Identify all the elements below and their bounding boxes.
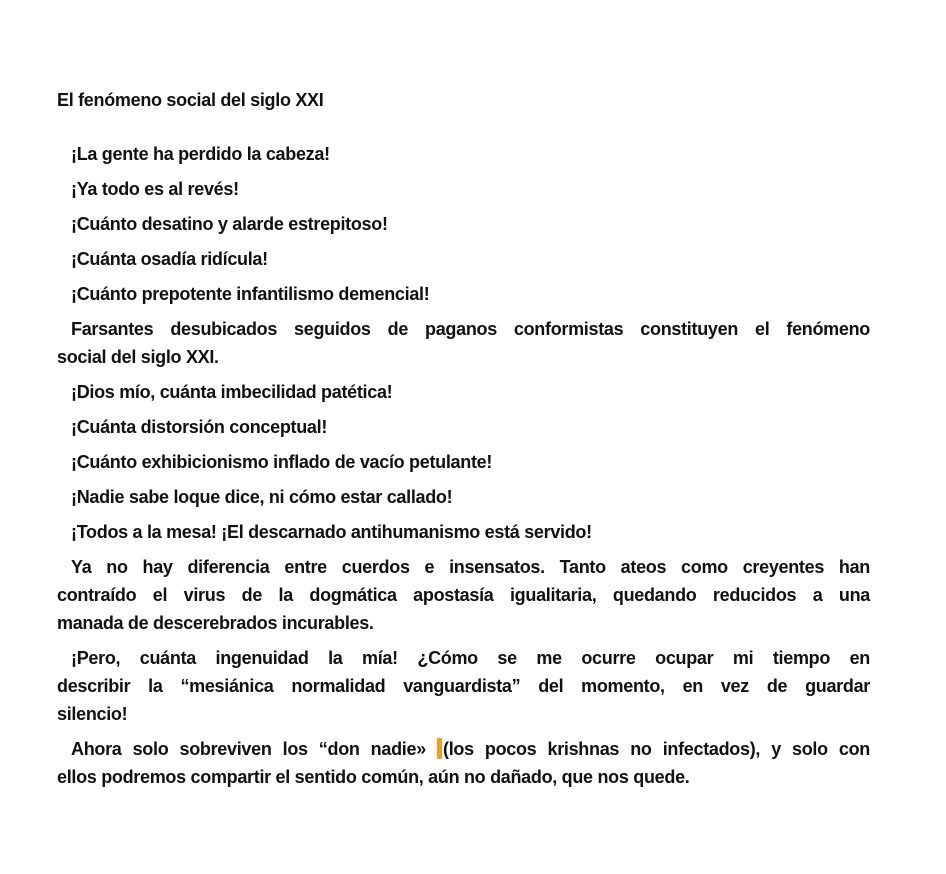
paragraph xyxy=(57,378,870,406)
paragraph xyxy=(57,280,870,308)
paragraph-line: ¡Cuánta distorsión conceptual! xyxy=(71,417,328,437)
document-title: El fenómeno social del siglo XXI xyxy=(57,90,324,110)
paragraph-line: describir la “mesiánica normalidad vanguardista” del momento, en vez de guardar xyxy=(57,676,870,696)
paragraph-line: ¡Cuánto prepotente infantilismo demencial! xyxy=(71,284,430,304)
paragraph-line: ¡Pero, cuánta ingenuidad la mía! ¿Cómo se me ocurre ocupar mi tiempo en xyxy=(71,648,870,668)
paragraph-line: ¡Ya todo es al revés! xyxy=(71,179,239,199)
paragraph-line: ¡La gente ha perdido la cabeza! xyxy=(71,144,330,164)
paragraph xyxy=(57,483,870,511)
paragraph-line: ¡Cuánto desatino y alarde estrepitoso! xyxy=(71,214,388,234)
paragraph-line: Ahora solo sobreviven los “don nadie» (los pocos krishnas no infectados), y solo con xyxy=(71,739,870,759)
text-caret xyxy=(437,738,442,759)
paragraph-line: ¡Cuánta osadía ridícula! xyxy=(71,249,268,269)
document-paragraphs xyxy=(57,140,870,791)
paragraph-line: ¡Todos a la mesa! ¡El descarnado antihumanismo está servido! xyxy=(71,522,592,542)
paragraph xyxy=(57,140,870,168)
paragraph xyxy=(57,553,870,637)
paragraph xyxy=(57,210,870,238)
paragraph xyxy=(57,448,870,476)
paragraph xyxy=(57,175,870,203)
paragraph-line: social del siglo XXI. xyxy=(57,347,219,367)
paragraph xyxy=(57,644,870,728)
paragraph xyxy=(57,413,870,441)
paragraph-line: ellos podremos compartir el sentido común, aún no dañado, que nos quede. xyxy=(57,767,690,787)
paragraph-line: ¡Cuánto exhibicionismo inflado de vacío petulante! xyxy=(71,452,493,472)
paragraph-line: Farsantes desubicados seguidos de paganos conformistas constituyen el fenómeno xyxy=(71,319,870,339)
paragraph xyxy=(57,518,870,546)
paragraph-line: ¡Dios mío, cuánta imbecilidad patética! xyxy=(71,382,393,402)
paragraph xyxy=(57,315,870,371)
paragraph-line: Ya no hay diferencia entre cuerdos e insensatos. Tanto ateos como creyentes han xyxy=(71,557,870,577)
paragraph xyxy=(57,735,870,791)
paragraph-line: silencio! xyxy=(57,704,128,724)
paragraph-line: manada de descerebrados incurables. xyxy=(57,613,374,633)
paragraph-line: contraído el virus de la dogmática apostasía igualitaria, quedando reducidos a una xyxy=(57,585,870,605)
paragraph xyxy=(57,245,870,273)
paragraph-line: ¡Nadie sabe loque dice, ni cómo estar callado! xyxy=(71,487,453,507)
